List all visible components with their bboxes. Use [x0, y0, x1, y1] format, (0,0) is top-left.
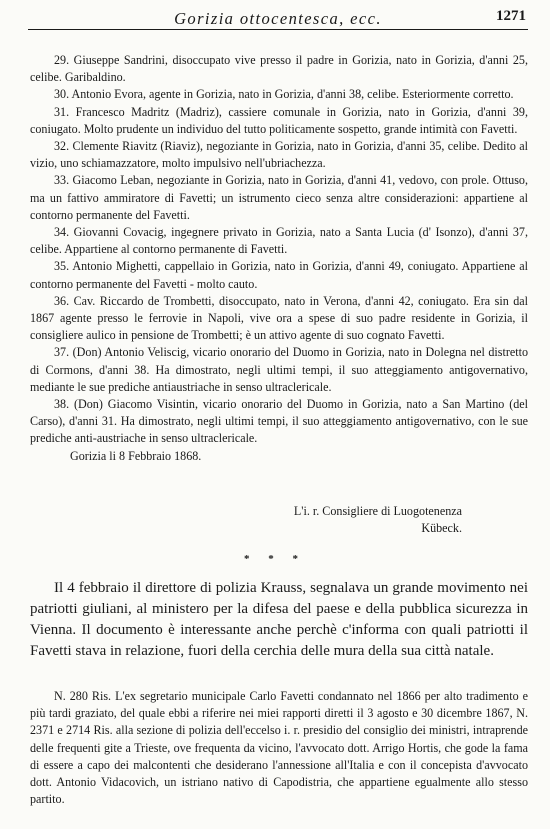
entry-36: 36. Cav. Riccardo de Trombetti, disoccupato, nato in Verona, d'anni 42, coniugato. Era sin dal 1867 agente presso le ferrovie in Napoli, vive ora a spese di suo padre residente in Gorizia, il consigliere aulico in pensione de Trombetti; è un attivo agente di suo cognato Favetti. [30, 293, 528, 343]
page-header [28, 7, 528, 30]
intro-paragraph: Il 4 febbraio il direttore di polizia Krauss, segnalava un grande movimento nei patriotti giuliani, al ministero per la difesa del paese e della pubblica sicurezza in Vienna. Il documento è interessante anche perchè c'informa con quali patriotti il Favetti stava in relazione, fuori della cerchia delle mura della sua città natale. [30, 580, 528, 659]
entry-37: 37. (Don) Antonio Veliscig, vicario onorario del Duomo in Gorizia, nato in Dolegna nel distretto di Cormons, d'anni 38. Ha dimostrato, negli ultimi tempi, il suo atteggiamento antigovernativo, mediante le sue prediche antiaustriache in senso ultraclericale. [30, 345, 528, 394]
entry-33: 33. Giacomo Leban, negoziante in Gorizia, nato in Gorizia, d'anni 41, vedovo, con prole. Ottuso, ma un fattivo ammiratore di Favetti; un istrumento cieco senza altre considerazioni: appartiene al contorno permanente del Favetti. [30, 173, 528, 222]
entry-35: 35. Antonio Mighetti, cappellaio in Gorizia, nato in Gorizia, d'anni 49, coniugato. Appartiene al contorno permanente del Favetti - molto cauto. [30, 259, 528, 291]
document-text [30, 688, 528, 808]
running-title: Gorizia ottocentesca, ecc. [174, 9, 382, 28]
section-separator: * * * [244, 553, 306, 565]
entry-34: 34. Giovanni Covacig, ingegnere privato in Gorizia, nato a Santa Lucia (d' Isonzo), d'anni 37, celibe. Appartiene al contorno permanente di Favetti. [30, 225, 528, 257]
page-number: 1271 [496, 8, 526, 24]
entry-38: 38. (Don) Giacomo Visintin, vicario onorario del Duomo in Gorizia, nato a San Martino (del Carso), d'anni 31. Ha dimostrato, negli ultimi tempi, il suo atteggiamento antigovernativo, con le sue prediche anti-austriache in senso ultraclericale. [30, 397, 528, 446]
entry-31: 31. Francesco Madritz (Madriz), cassiere comunale in Gorizia, nato in Gorizia, d'anni 39, coniugato. Molto prudente un individuo del tutto politicamente sospetto, grande intimità con Favetti. [30, 104, 528, 136]
entry-29: 29. Giuseppe Sandrini, disoccupato vive presso il padre in Gorizia, nato in Gorizia, d'anni 25, celibe. Garibaldino. [30, 53, 528, 85]
signature-title: L'i. r. Consigliere di Luogotenenza [293, 504, 462, 518]
document-paragraph: N. 280 Ris. L'ex segretario municipale Carlo Favetti condannato nel 1866 per alto tradimento e più tardi graziato, del quale ebbi a riferire nei miei rapporti diretti il 3 agosto e 30 dicembre 1867, N. 2371 e 2714 Ris. alla sezione di polizia dell'eccelso i. r. presidio del consiglio dei ministri, intraprende delle frequenti gite a Trieste, ove frequenta da vicino, l'avvocato dott. Arrigo Hortis, che gode la fama di essere a capo dei malcontenti che desiderano l'annessione all'Italia e con il concepista d'avvocato dott. Antonio Vidacovich, un istriano nativo di Capodistria, che appartiene egualmente allo stesso partito. [30, 689, 528, 807]
dateline: Gorizia li 8 Febbraio 1868. [70, 448, 202, 463]
signature-name: Kübeck. [421, 521, 462, 535]
entry-30: 30. Antonio Evora, agente in Gorizia, nato in Gorizia, d'anni 38, celibe. Esteriormente corretto. [54, 87, 514, 102]
entry-32: 32. Clemente Riavitz (Riaviz), negoziante in Gorizia, nato in Gorizia, d'anni 35, celibe. Dedito al vizio, uno schiamazzatore, molto impulsivo nell'ubriachezza. [30, 139, 528, 171]
entry-list [30, 52, 528, 465]
